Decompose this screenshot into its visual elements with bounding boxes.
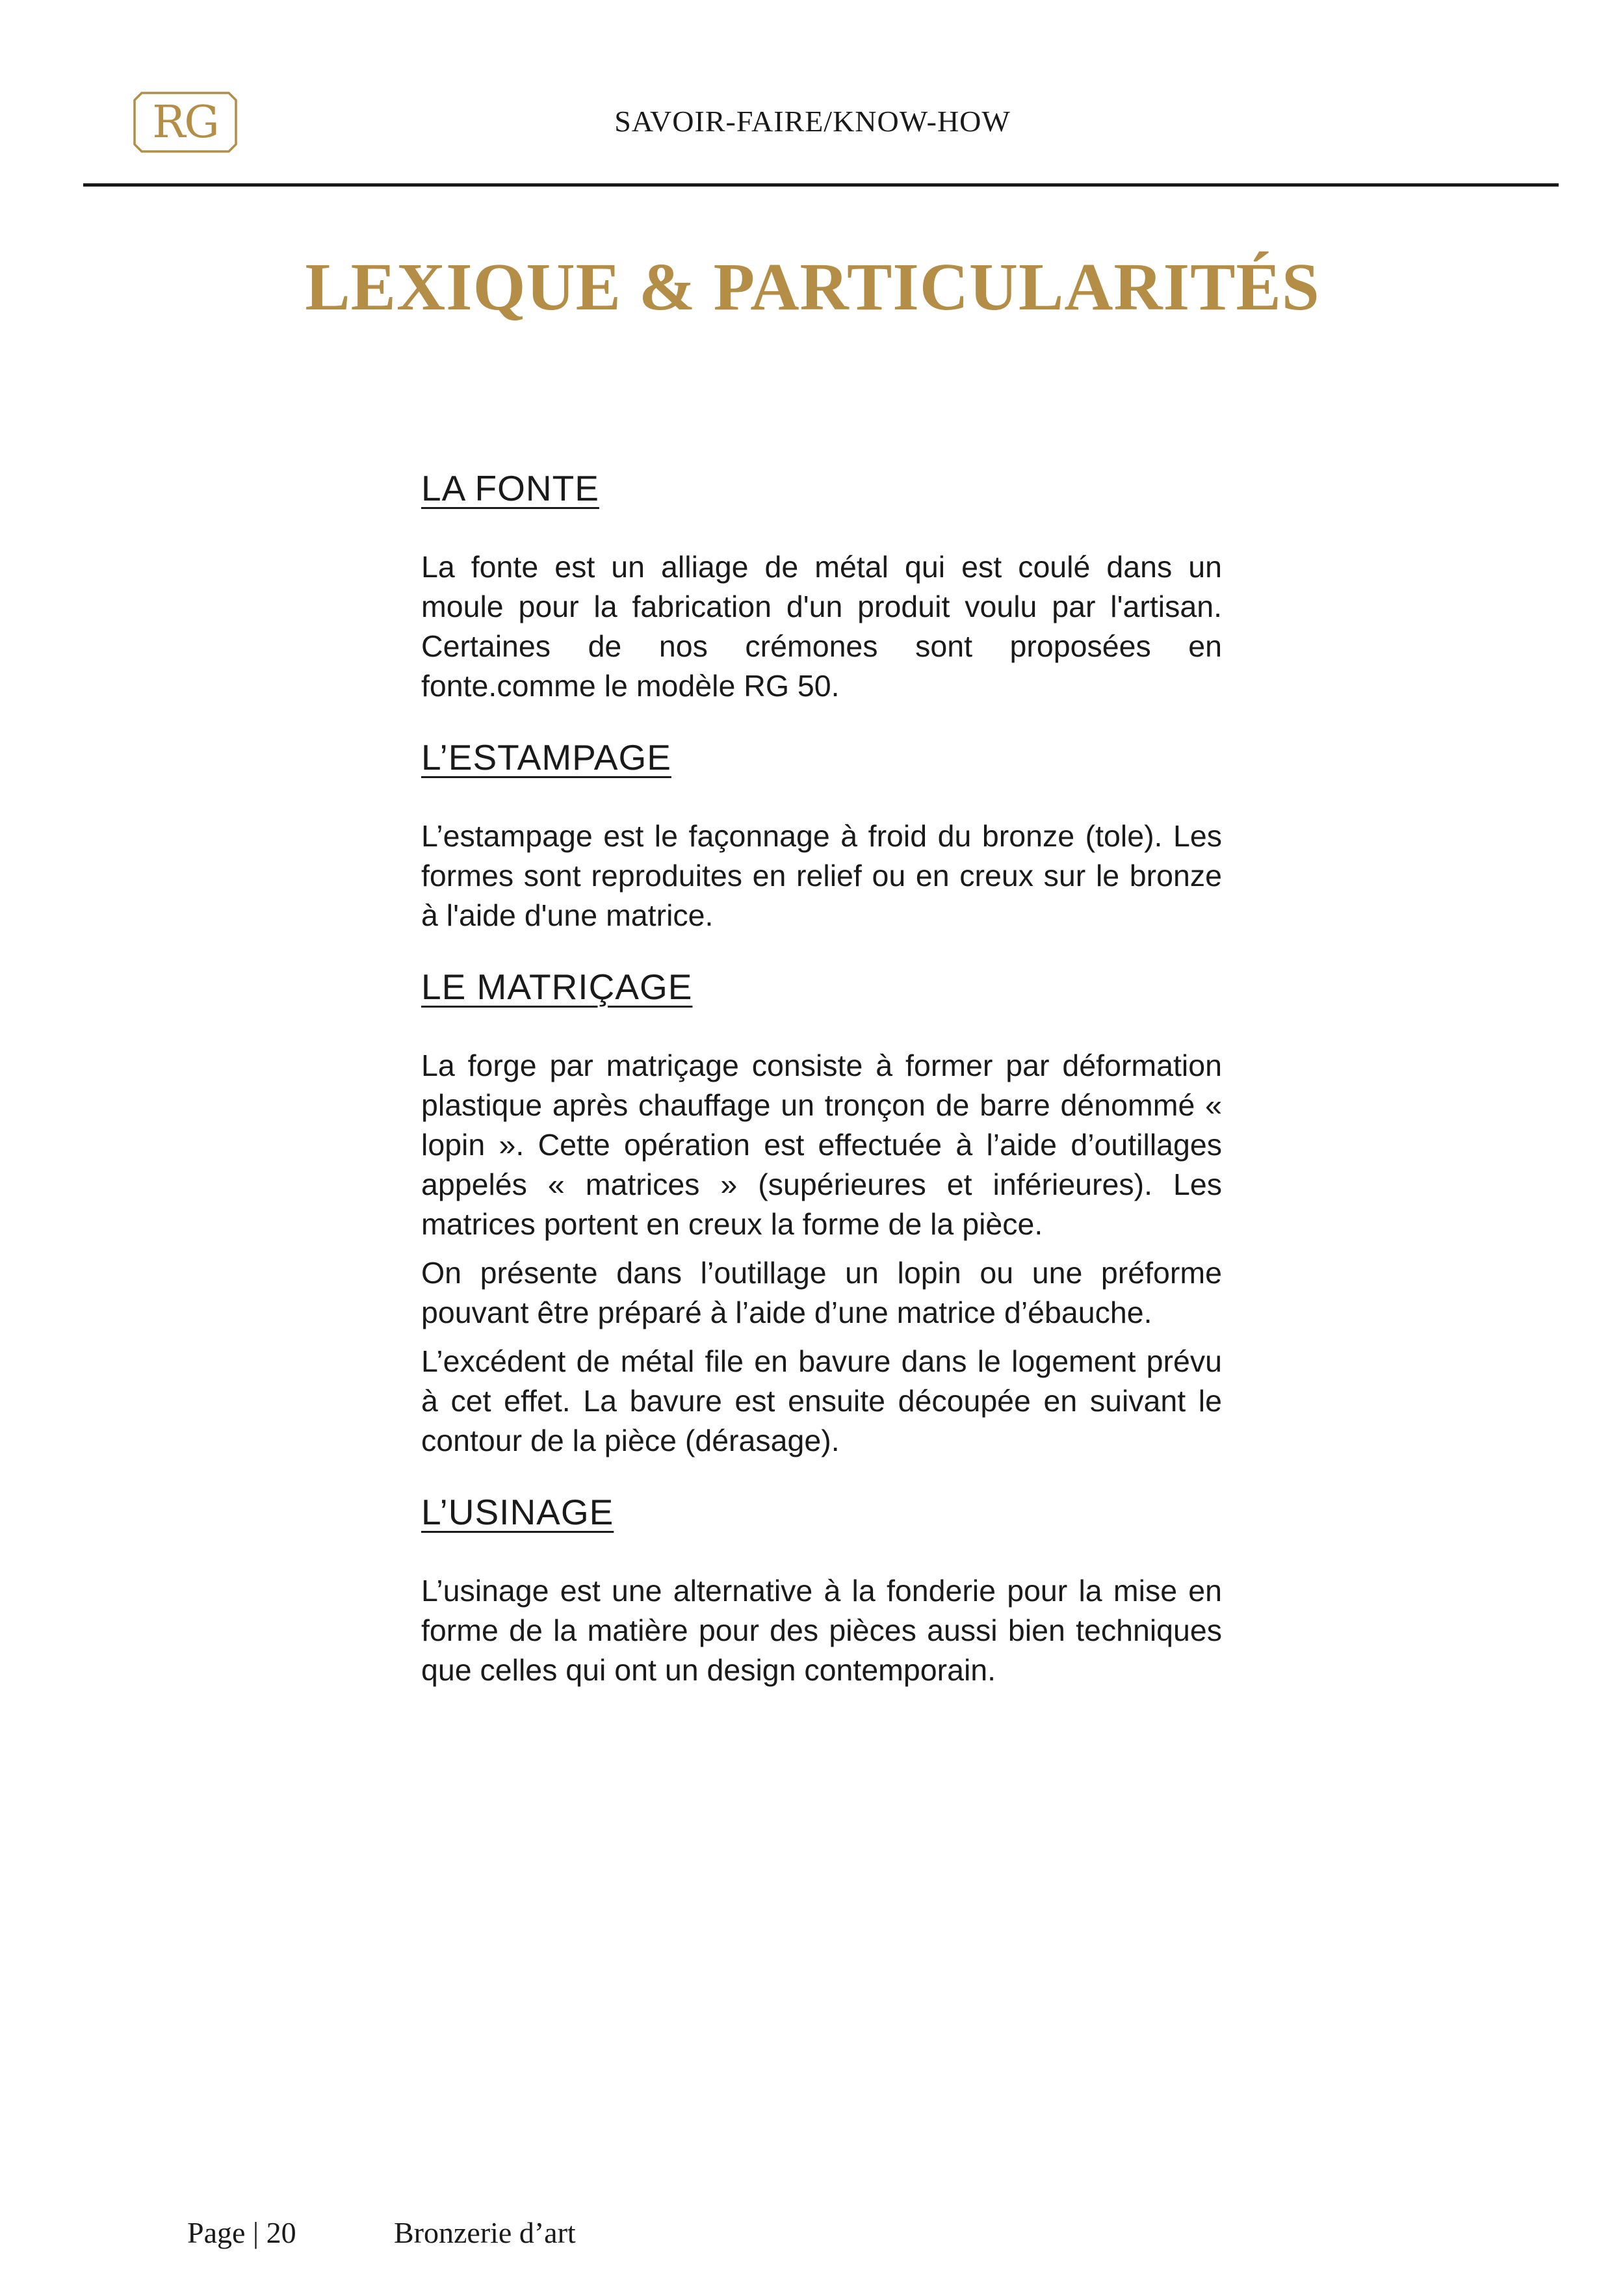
content-body	[421, 467, 1222, 1720]
section-paragraph: L’excédent de métal file en bavure dans le logement prévu à cet effet. La bavure est ensuite découpée en suivant le contour de la pièce (dérasage).	[421, 1344, 1222, 1457]
section-paragraph: L’usinage est une alternative à la fonderie pour la mise en forme de la matière pour des pièces aussi bien techniques que celles qui ont un design contemporain.	[421, 1574, 1222, 1687]
section-paragraph: La fonte est un alliage de métal qui est coulé dans un moule pour la fabrication d'un produit voulu par l'artisan. Certaines de nos crémones sont proposées en fonte.comme le modèle RG 50.	[421, 550, 1222, 703]
section-usinage	[421, 1491, 1222, 1690]
section-paragraph: L’estampage est le façonnage à froid du bronze (tole). Les formes sont reproduites en relief ou en creux sur le bronze à l'aide d'une matrice.	[421, 819, 1222, 932]
footer-page-number: Page | 20	[187, 2216, 296, 2249]
section-title: L’USINAGE	[421, 1492, 614, 1532]
rg-logo	[133, 91, 238, 153]
logo-text: RG	[152, 96, 218, 148]
section-la-fonte	[421, 467, 1222, 706]
header-section-label: SAVOIR-FAIRE/KNOW-HOW	[614, 105, 1011, 138]
footer-brand: Bronzerie d’art	[394, 2216, 576, 2249]
section-title: L’ESTAMPAGE	[421, 737, 671, 777]
page-title: LEXIQUE & PARTICULARITÉS	[305, 250, 1320, 324]
section-matricage	[421, 965, 1222, 1461]
section-title: LE MATRIÇAGE	[421, 967, 693, 1007]
section-estampage	[421, 736, 1222, 935]
section-paragraph: On présente dans l’outillage un lopin ou une préforme pouvant être préparé à l’aide d’une matrice d’ébauche.	[421, 1256, 1222, 1329]
section-title: LA FONTE	[421, 468, 599, 508]
header-divider	[83, 183, 1559, 187]
section-paragraph: La forge par matriçage consiste à former par déformation plastique après chauffage un tronçon de barre dénommé « lopin ». Cette opération est effectuée à l’aide d’outillages appelés « matrices » (supérieures et inférieures). Les matrices portent en creux la forme de la pièce.	[421, 1049, 1222, 1241]
